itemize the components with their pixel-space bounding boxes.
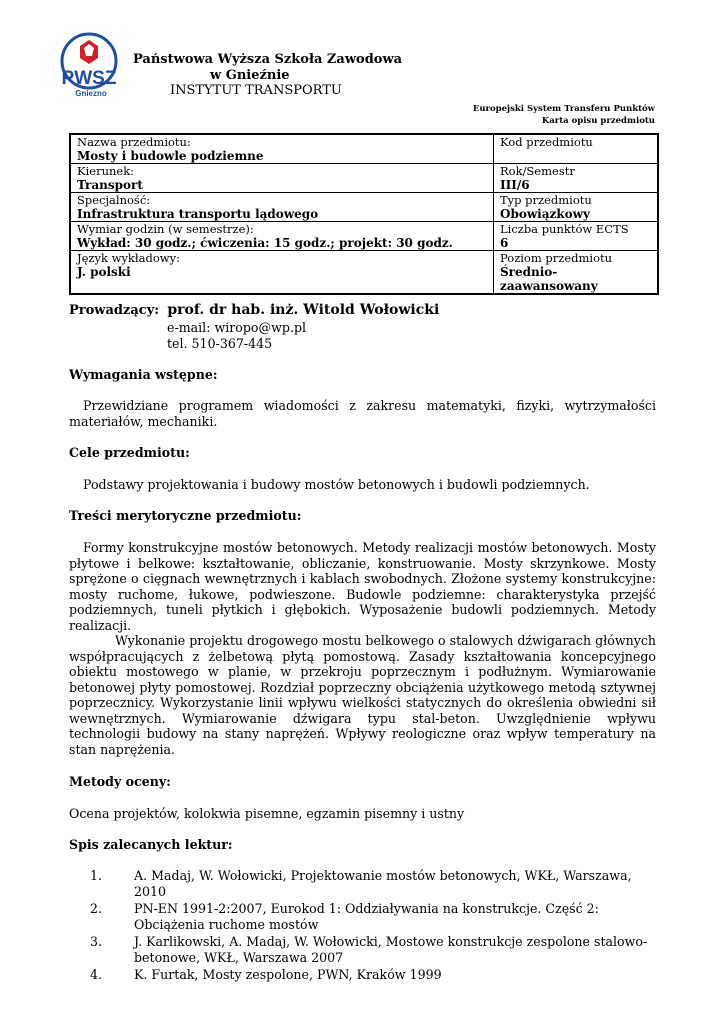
field-cell <box>70 164 494 193</box>
assessment-text: Ocena projektów, kolokwia pisemne, egzamin pisemny i ustny <box>69 806 465 821</box>
lecturer-label: Prowadzący: <box>69 303 160 318</box>
goals-heading: Cele przedmiotu: <box>69 445 190 460</box>
cell-label: Poziom przedmiotu <box>500 251 613 265</box>
list-item <box>90 934 650 965</box>
item-number: 2. <box>90 901 103 916</box>
requirements-heading: Wymagania wstępne: <box>69 367 218 382</box>
content-paragraph-1: Formy konstrukcyjne mostów betonowych. Metody realizacji mostów betonowych. Mosty płytowe i belkowe: kształtowanie, obliczanie, konstruowanie. Mosty skrzynkowe. Mosty sprężone o cięgnach wewnętrznych i kablach swobodnych. Złożone systemy konstrukcyjne: mosty ruchome, łukowe, podwieszone. Budowle podziemne: charakterystyka przejść podziemnych, tuneli płytkich i głębokich. Wyposażenie budowli podziemnych. Metody realizacji. <box>69 540 656 633</box>
level-cell <box>494 251 659 295</box>
table-row <box>70 134 658 164</box>
cell-value: Średnio-zaawansowany <box>500 265 598 293</box>
cell-value: Transport <box>77 178 143 192</box>
item-text: PN-EN 1991-2:2007, Eurokod 1: Oddziaływania na konstrukcje. Część 2: Obciążenia ruchome mostów <box>134 901 599 932</box>
cell-label: Liczba punktów ECTS <box>500 222 629 236</box>
table-row <box>70 164 658 193</box>
cell-label: Nazwa przedmiotu: <box>77 135 191 149</box>
lecturer-name: prof. dr hab. inż. Witold Wołowicki <box>167 302 440 318</box>
course-name-cell <box>70 134 494 164</box>
card-title: Karta opisu przedmiotu <box>541 116 655 126</box>
cell-value: J. polski <box>77 265 131 279</box>
institution-name: Państwowa Wyższa Szkoła Zawodowa <box>133 52 403 67</box>
cell-label: Kod przedmiotu <box>500 135 593 149</box>
table-row <box>70 222 658 251</box>
institution-city: w Gnieźnie <box>210 68 290 83</box>
lecturer <box>69 302 439 318</box>
cell-value: Wykład: 30 godz.; ćwiczenia: 15 godz.; projekt: 30 godz. <box>77 236 453 250</box>
list-item <box>90 868 650 899</box>
course-type-cell <box>494 193 659 222</box>
requirements-text: Przewidziane programem wiadomości z zakresu matematyki, fizyki, wytrzymałości materiałów, mechaniki. <box>69 398 656 429</box>
literature-heading: Spis zalecanych lektur: <box>69 837 233 852</box>
cell-value: Mosty i budowle podziemne <box>77 149 264 163</box>
content-heading: Treści merytoryczne przedmiotu: <box>69 508 302 523</box>
institute-name: INSTYTUT TRANSPORTU <box>170 83 342 98</box>
logo-text: PWSZ <box>61 68 117 89</box>
cell-label: Język wykładowy: <box>77 251 180 265</box>
logo-subtext: Gniezno <box>75 89 107 98</box>
table-row <box>70 251 658 295</box>
cell-value: 6 <box>500 236 509 250</box>
cell-value: Obowiązkowy <box>500 207 590 221</box>
pwsz-logo <box>54 30 124 100</box>
lecturer-phone: tel. 510-367-445 <box>167 336 273 351</box>
specialty-cell <box>70 193 494 222</box>
item-text: K. Furtak, Mosty zespolone, PWN, Kraków 1999 <box>134 967 442 982</box>
cell-label: Kierunek: <box>77 164 135 178</box>
item-number: 3. <box>90 934 103 949</box>
cell-label: Rok/Semestr <box>500 164 575 178</box>
cell-value: Infrastruktura transportu lądowego <box>77 207 319 221</box>
item-text: J. Karlikowski, A. Madaj, W. Wołowicki, Mostowe konstrukcje zespolone stalowo-betonowe, WKŁ, Warszawa 2007 <box>134 934 648 965</box>
goals-text: Podstawy projektowania i budowy mostów betonowych i budowli podziemnych. <box>83 477 590 492</box>
item-text: A. Madaj, W. Wołowicki, Projektowanie mostów betonowych, WKŁ, Warszawa, 2010 <box>134 868 632 899</box>
ects-title: Europejski System Transferu Punktów <box>472 104 655 114</box>
literature-list <box>90 868 650 985</box>
ects-header <box>473 103 655 127</box>
item-number: 1. <box>90 868 103 883</box>
course-info-table <box>69 133 659 295</box>
item-number: 4. <box>90 967 103 982</box>
cell-label: Specjalność: <box>77 193 151 207</box>
course-code-cell <box>494 134 659 164</box>
language-cell <box>70 251 494 295</box>
ects-points-cell <box>494 222 659 251</box>
list-item <box>90 967 650 983</box>
cell-label: Typ przedmiotu <box>500 193 592 207</box>
lecturer-email: e-mail: wiropo@wp.pl <box>167 320 307 335</box>
list-item <box>90 901 650 932</box>
content-paragraph-2: Wykonanie projektu drogowego mostu belkowego o stalowych dźwigarach głównych współpracujących z żelbetową płytą pomostową. Zasady kształtowania koncepcyjnego obiektu mostowego w planie, w przekroju poprzecznym i podłużnym. Wymiarowanie betonowej płyty pomostowej. Rozdział poprzeczny obciążenia użytkowego metodą sztywnej poprzecznicy. Wykorzystanie linii wpływu wielkości statycznych do określenia obwiedni sił wewnętrznych. Wymiarowanie dźwigara typu stal-beton. Uwzględnienie wpływu technologii budowy na stany naprężeń. Wpływy reologiczne oraz wpływ temperatury na stan naprężenia. <box>69 633 656 757</box>
cell-value: III/6 <box>500 178 530 192</box>
hours-cell <box>70 222 494 251</box>
year-semester-cell <box>494 164 659 193</box>
cell-label: Wymiar godzin (w semestrze): <box>77 222 254 236</box>
table-row <box>70 193 658 222</box>
assessment-heading: Metody oceny: <box>69 774 171 789</box>
